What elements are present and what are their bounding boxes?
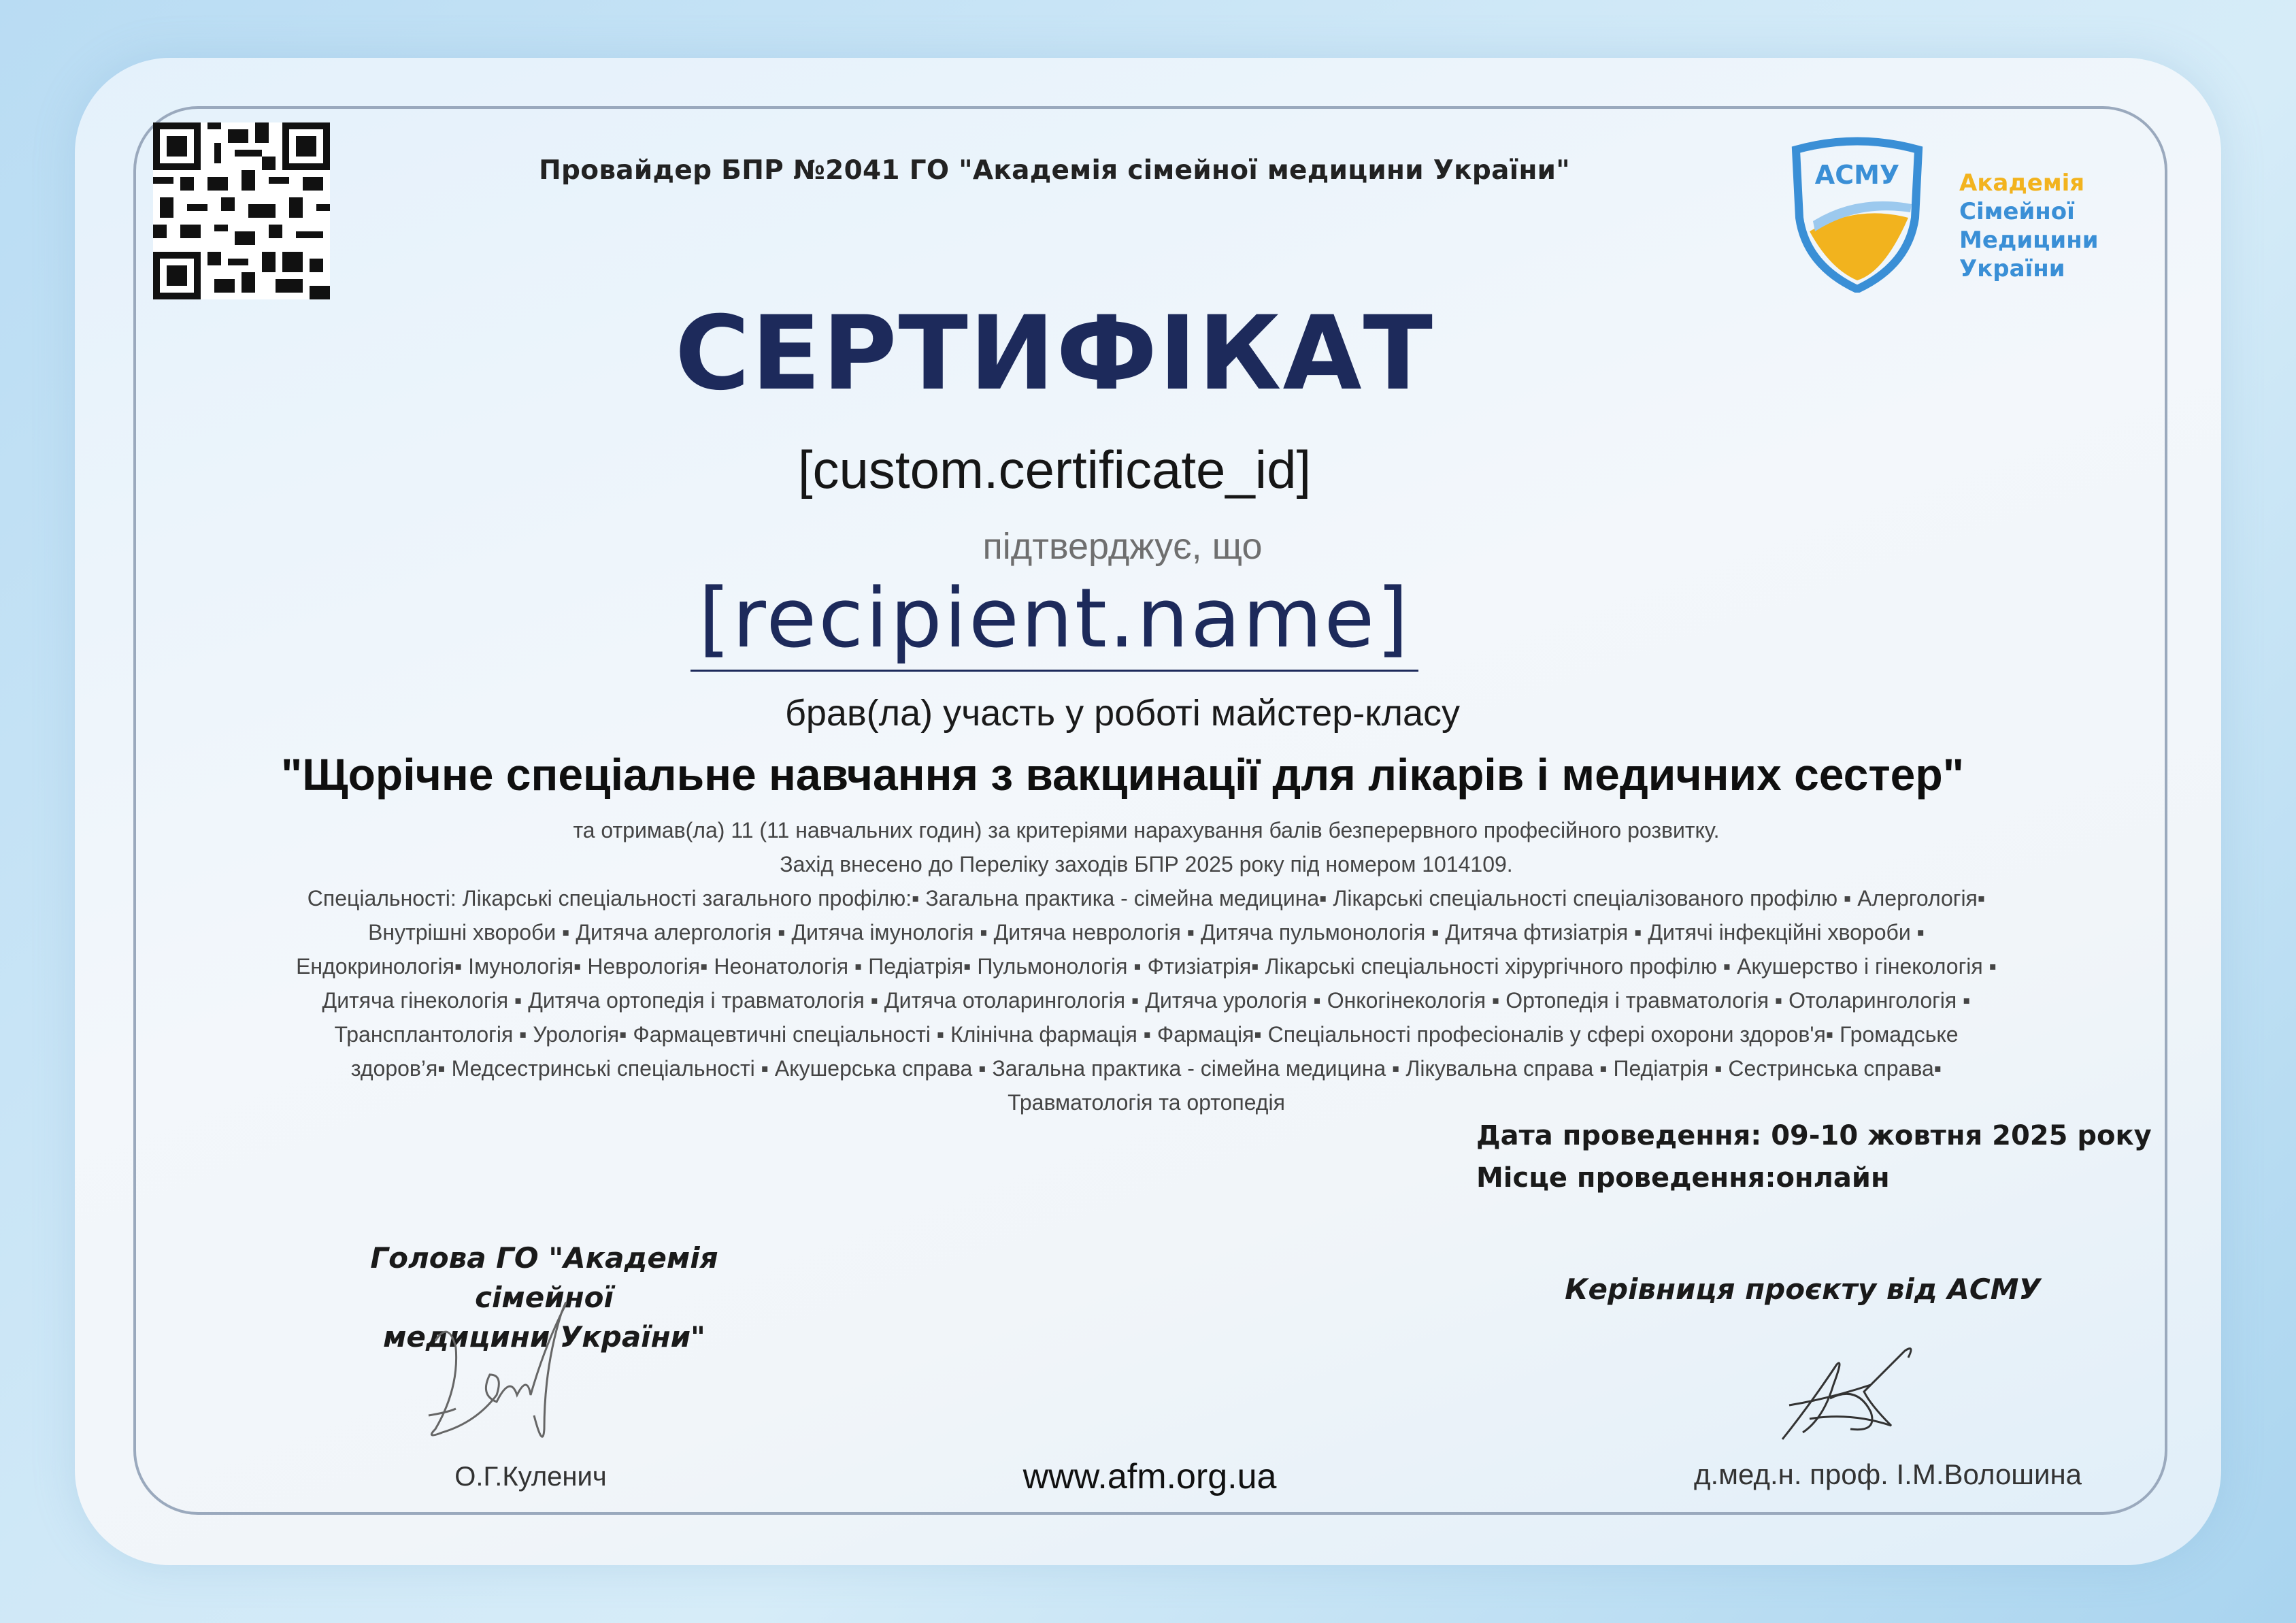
details-line: та отримав(ла) 11 (11 навчальних годин) за критеріями нарахування балів безперервного професійного розвитку.: [573, 818, 1720, 842]
details-line: Ендокринологія▪ Імунологія▪ Неврологія▪ Неонатологія ▪ Педіатрія▪ Пульмонологія ▪ Фтизіатрія▪ Лікарські спеціальності хірургічного профілю ▪ Акушерство і гінекологія ▪: [296, 954, 1997, 979]
left-title-line: медицини України": [383, 1320, 705, 1354]
right-signature: [1769, 1344, 1925, 1446]
provider-line: Провайдер БПР №2041 ГО "Академія сімейної медицини України": [539, 155, 1570, 186]
details-line: Травматологія та ортопедія: [1008, 1090, 1285, 1115]
recipient-underline: [691, 670, 1418, 672]
logo-line: України: [1959, 255, 2065, 282]
left-signatory-name: О.Г.Куленич: [454, 1462, 607, 1492]
confirms-text: підтверджує, що: [982, 526, 1263, 567]
left-title-line: Голова ГО "Академія сімейної: [370, 1241, 718, 1314]
details-block: [190, 813, 2102, 1119]
right-signatory-title: Керівниця проєкту від АСМУ: [1565, 1273, 2041, 1306]
logo-line: Сімейної: [1959, 198, 2075, 225]
details-line: Трансплантологія ▪ Урологія▪ Фармацевтичні спеціальності ▪ Клінічна фармація ▪ Фармація▪ Спеціальності професіоналів у сфері охорони здоров'я▪ Громадське: [334, 1022, 1959, 1047]
asmu-shield-logo: [1782, 136, 1932, 293]
details-line: Дитяча гінекологія ▪ Дитяча ортопедія і травматологія ▪ Дитяча отоларингологія ▪ Дитяча урологія ▪ Онкогінекологія ▪ Ортопедія і травматологія ▪ Отоларингологія ▪: [322, 988, 1971, 1013]
qr-code: [153, 122, 330, 299]
details-line: Внутрішні хвороби ▪ Дитяча алергологія ▪ Дитяча імунологія ▪ Дитяча неврологія ▪ Дитяча пульмонологія ▪ Дитяча фтизіатрія ▪ Дитячі інфекційні хвороби ▪: [368, 920, 1925, 945]
logo-abbr: АСМУ: [1814, 160, 1900, 190]
logo-text: [1959, 169, 2184, 283]
details-line: здоров’я▪ Медсестринські спеціальності ▪ Акушерська справа ▪ Загальна практика - сімейна медицина ▪ Лікувальна справа ▪ Педіатрія ▪ Сестринська справа▪: [350, 1056, 1942, 1081]
course-title: "Щорічне спеціальне навчання з вакцинації для лікарів і медичних сестер": [281, 749, 1964, 800]
certificate-id: [custom.certificate_id]: [797, 440, 1312, 499]
left-signature: [408, 1293, 585, 1456]
details-line: Захід внесено до Переліку заходів БПР 2025 року під номером 1014109.: [780, 852, 1513, 876]
event-place: Місце проведення:онлайн: [1476, 1162, 1890, 1194]
details-line: Спеціальності: Лікарські спеціальності загального профілю:▪ Загальна практика - сімейна медицина▪ Лікарські спеціальності спеціалізованого профілю ▪ Алергологія▪: [307, 886, 1986, 911]
participation-text: брав(ла) участь у роботі майстер-класу: [784, 693, 1461, 734]
logo-line: Академія: [1959, 169, 2085, 197]
logo-line: Медицини: [1959, 227, 2099, 254]
event-date: Дата проведення: 09-10 жовтня 2025 року: [1476, 1120, 2152, 1151]
right-signatory-name: д.мед.н. проф. І.М.Волошина: [1693, 1458, 2082, 1490]
event-info: [1476, 1115, 2157, 1199]
certificate-title: СЕРТИФІКАТ: [675, 295, 1434, 413]
website-link[interactable]: www.afm.org.ua: [1022, 1457, 1277, 1496]
recipient-name: [recipient.name]: [698, 572, 1411, 666]
